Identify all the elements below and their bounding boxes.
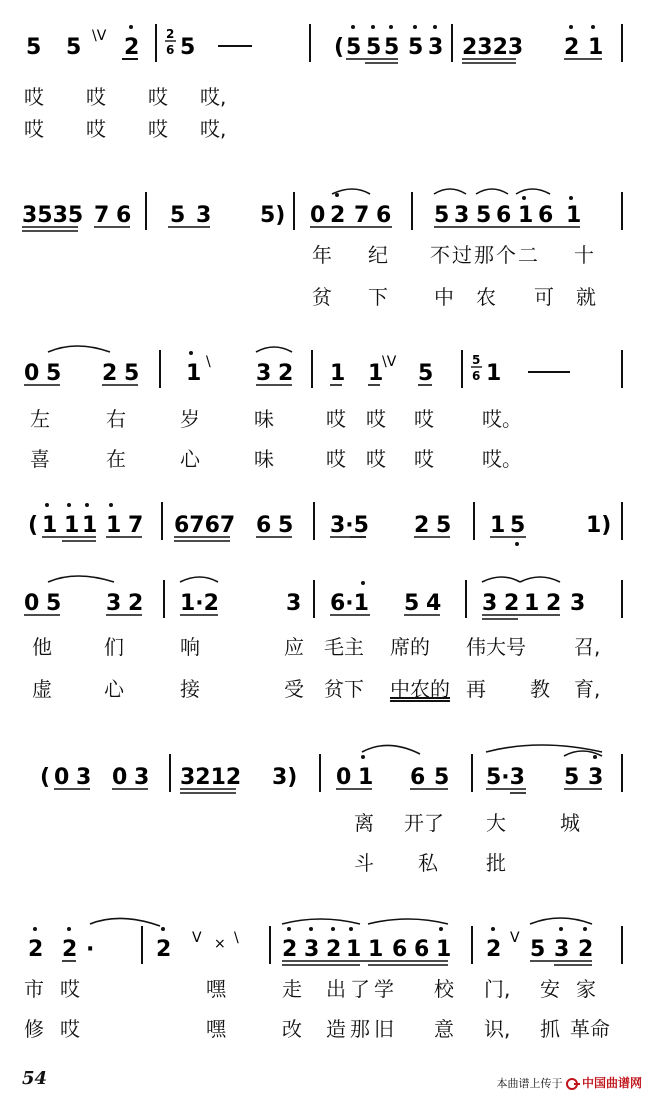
syllable: 就: [576, 285, 596, 309]
svg-text:6: 6: [392, 937, 408, 962]
svg-text:7: 7: [94, 203, 110, 228]
syllable: 十: [574, 243, 594, 267]
syllable: 虚: [32, 677, 52, 701]
notation-row-7: [20, 920, 636, 966]
svg-text:1: 1: [82, 513, 98, 538]
svg-text:1: 1: [588, 35, 604, 60]
measure-3: [334, 25, 443, 63]
lyrics-row-3-verse-2: [20, 442, 636, 476]
syllable: 斗: [354, 851, 374, 875]
syllable: 哎: [148, 117, 168, 141]
syllable: 贫: [312, 285, 332, 309]
svg-text:6: 6: [410, 765, 426, 790]
syllable: 哎: [24, 117, 44, 141]
syllable: 哎: [366, 407, 386, 431]
site-logo-icon: [566, 1078, 580, 1090]
lyrics-row-7-verse-1: [20, 972, 636, 1006]
svg-text:6: 6: [414, 937, 430, 962]
syllable: 可: [534, 285, 554, 309]
syllable: 岁: [180, 407, 200, 431]
svg-text:6·1: 6·1: [330, 591, 369, 616]
syllable: 哎: [60, 1017, 80, 1041]
svg-text:3: 3: [76, 765, 92, 790]
syllable: 哎,: [200, 85, 227, 109]
notation-svg-5: [20, 574, 636, 620]
svg-text:3: 3: [256, 361, 272, 386]
svg-text:2: 2: [546, 591, 562, 616]
svg-text:×: ×: [214, 936, 226, 952]
svg-text:5: 5: [564, 765, 580, 790]
lyrics-row-1-verse-2: [20, 112, 636, 146]
syllable: 哎: [414, 407, 434, 431]
notation-svg-1: [20, 18, 636, 64]
svg-text:5: 5: [46, 361, 62, 386]
syllable: 们: [104, 635, 124, 659]
lyrics-row-2-verse-2: [20, 280, 636, 314]
syllable: 修: [24, 1017, 44, 1041]
svg-text:6: 6: [472, 369, 481, 383]
syllable: 革命: [570, 1017, 610, 1041]
measure-1: [26, 25, 139, 60]
notation-row-6: [20, 748, 636, 794]
syllable: 城: [560, 811, 580, 835]
syllable: 家: [576, 977, 596, 1001]
syllable: 意: [434, 1017, 454, 1041]
svg-text:5: 5: [26, 35, 42, 60]
syllable: 味: [254, 407, 274, 431]
syllable: 不过那个二: [430, 243, 540, 267]
svg-text:2: 2: [62, 937, 78, 962]
upload-credit: [496, 1074, 642, 1091]
svg-text:3: 3: [570, 591, 586, 616]
syllable: 下: [368, 285, 388, 309]
notation-row-3: [20, 344, 636, 390]
syllable: 哎: [86, 85, 106, 109]
syllable: 哎: [60, 977, 80, 1001]
svg-text:1: 1: [368, 937, 384, 962]
svg-text:(: (: [40, 765, 51, 790]
svg-text:2: 2: [102, 361, 118, 386]
notation-row-5: [20, 574, 636, 620]
svg-text:1: 1: [566, 203, 582, 228]
svg-text:0: 0: [112, 765, 128, 790]
svg-text:5: 5: [472, 353, 481, 367]
svg-text:5): 5): [260, 203, 286, 228]
svg-text:1: 1: [490, 513, 506, 538]
svg-text:0: 0: [310, 203, 326, 228]
upload-label: 本曲谱上传于: [496, 1077, 563, 1090]
page-number: 54: [22, 1068, 48, 1089]
svg-text:1·2: 1·2: [180, 591, 219, 616]
syllable: 嘿: [206, 1017, 226, 1041]
svg-text:5: 5: [46, 591, 62, 616]
svg-text:(: (: [28, 513, 39, 538]
syllable: 大: [486, 811, 506, 835]
syllable: 哎: [326, 407, 346, 431]
svg-text:(: (: [334, 35, 345, 60]
svg-text:3: 3: [286, 591, 302, 616]
svg-text:\: \: [206, 354, 211, 370]
svg-text:6: 6: [538, 203, 554, 228]
syllable: 召,: [574, 635, 601, 659]
svg-text:3212: 3212: [180, 765, 242, 790]
syllable: 应: [284, 635, 304, 659]
svg-text:5: 5: [434, 203, 450, 228]
syllable: 心: [180, 447, 200, 471]
syllable: 响: [180, 635, 200, 659]
syllable: 贫下: [324, 677, 364, 701]
svg-text:2: 2: [486, 937, 502, 962]
svg-text:1: 1: [486, 361, 502, 386]
syllable: 哎: [86, 117, 106, 141]
svg-text:1: 1: [436, 937, 452, 962]
svg-text:1: 1: [368, 361, 384, 386]
syllable: 开了: [404, 811, 444, 835]
svg-text:2: 2: [282, 937, 298, 962]
syllable: 再: [466, 677, 486, 701]
syllable: 出了学: [326, 977, 398, 1001]
notation-svg-3: [20, 344, 636, 390]
lyrics-row-3-verse-1: [20, 402, 636, 436]
svg-text:2: 2: [124, 35, 140, 60]
svg-text:3: 3: [134, 765, 150, 790]
svg-text:6: 6: [116, 203, 132, 228]
notation-svg-4: [20, 496, 636, 542]
svg-text:3: 3: [554, 937, 570, 962]
svg-text:5: 5: [346, 35, 362, 60]
svg-text:3·5: 3·5: [330, 513, 369, 538]
svg-text:1: 1: [330, 361, 346, 386]
svg-text:0: 0: [336, 765, 352, 790]
syllable: 他: [32, 635, 52, 659]
lyrics-row-1-verse-1: [20, 80, 636, 114]
syllable: 心: [104, 677, 124, 701]
notation-row-4: [20, 496, 636, 542]
syllable: 纪: [368, 243, 388, 267]
svg-text:3: 3: [588, 765, 604, 790]
syllable: 批: [486, 851, 506, 875]
svg-text:1): 1): [586, 513, 612, 538]
syllable: 哎: [414, 447, 434, 471]
syllable: 离: [354, 811, 374, 835]
svg-text:1: 1: [106, 513, 122, 538]
syllable: 年: [312, 243, 332, 267]
lyrics-row-5-verse-2: [20, 672, 636, 706]
notation-row-2: [20, 186, 636, 232]
syllable: 在: [106, 447, 126, 471]
svg-text:6: 6: [376, 203, 392, 228]
svg-text:6: 6: [496, 203, 512, 228]
syllable: 哎。: [482, 407, 522, 431]
svg-text:5: 5: [366, 35, 382, 60]
svg-text:\V: \V: [92, 28, 107, 44]
svg-text:0: 0: [54, 765, 70, 790]
syllable: 识,: [484, 1017, 511, 1041]
syllable: 右: [106, 407, 126, 431]
syllable: 校: [434, 977, 454, 1001]
svg-text:2: 2: [156, 937, 172, 962]
svg-text:3: 3: [106, 591, 122, 616]
svg-text:1: 1: [524, 591, 540, 616]
syllable: 哎: [326, 447, 346, 471]
svg-text:\V: \V: [382, 354, 397, 370]
svg-text:2: 2: [166, 27, 175, 41]
svg-text:3): 3): [272, 765, 298, 790]
svg-text:1: 1: [64, 513, 80, 538]
svg-text:7: 7: [354, 203, 370, 228]
svg-text:5: 5: [530, 937, 546, 962]
svg-text:3: 3: [196, 203, 212, 228]
syllable: 哎: [366, 447, 386, 471]
syllable: 喜: [30, 447, 50, 471]
syllable: 席的: [390, 635, 430, 659]
svg-text:2: 2: [278, 361, 294, 386]
syllable: 走: [282, 977, 302, 1001]
syllable: 农: [476, 285, 496, 309]
svg-text:1: 1: [358, 765, 374, 790]
svg-text:5: 5: [384, 35, 400, 60]
svg-text:5: 5: [124, 361, 140, 386]
svg-text:5: 5: [278, 513, 294, 538]
syllable: 教: [530, 677, 550, 701]
svg-text:2323: 2323: [462, 35, 524, 60]
syllable: 哎。: [482, 447, 522, 471]
svg-text:5: 5: [436, 513, 452, 538]
syllable: 门,: [484, 977, 511, 1001]
svg-text:3535: 3535: [22, 203, 84, 228]
svg-text:2: 2: [564, 35, 580, 60]
svg-text:7: 7: [128, 513, 144, 538]
syllable: 私: [418, 851, 438, 875]
measure-4: [462, 25, 603, 63]
svg-text:1: 1: [186, 361, 202, 386]
svg-text:3: 3: [454, 203, 470, 228]
syllable: 中农的: [390, 677, 450, 701]
lyrics-row-7-verse-2: [20, 1012, 636, 1046]
syllable: 抓: [540, 1017, 560, 1041]
svg-text:1: 1: [42, 513, 58, 538]
syllable: 改: [282, 1017, 302, 1041]
syllable: 伟大号: [466, 635, 526, 659]
lyrics-row-5-verse-1: [20, 630, 636, 664]
svg-text:6: 6: [256, 513, 272, 538]
svg-text:2: 2: [28, 937, 44, 962]
syllable: 哎: [148, 85, 168, 109]
svg-text:·: ·: [86, 937, 95, 962]
syllable: 接: [180, 677, 200, 701]
syllable: 中: [434, 285, 454, 309]
svg-text:V: V: [510, 930, 520, 946]
syllable: 哎: [24, 85, 44, 109]
svg-text:1: 1: [518, 203, 534, 228]
svg-text:3: 3: [304, 937, 320, 962]
notation-svg-6: [20, 748, 636, 794]
svg-text:2: 2: [504, 591, 520, 616]
measure-2: [165, 27, 252, 60]
svg-text:5: 5: [408, 35, 424, 60]
svg-text:5: 5: [66, 35, 82, 60]
lyrics-row-6-verse-1: [20, 806, 636, 840]
svg-text:4: 4: [426, 591, 442, 616]
svg-text:5: 5: [404, 591, 420, 616]
syllable: 味: [254, 447, 274, 471]
svg-text:3: 3: [482, 591, 498, 616]
svg-text:5: 5: [170, 203, 186, 228]
syllable: 左: [30, 407, 50, 431]
syllable: 育,: [574, 677, 601, 701]
lyrics-row-6-verse-2: [20, 846, 636, 880]
syllable: 造那旧: [326, 1017, 398, 1041]
svg-text:2: 2: [326, 937, 342, 962]
svg-text:\: \: [234, 930, 239, 946]
svg-text:0: 0: [24, 591, 40, 616]
syllable: 受: [284, 677, 304, 701]
site-name[interactable]: 中国曲谱网: [581, 1076, 642, 1090]
svg-text:2: 2: [414, 513, 430, 538]
svg-text:3: 3: [428, 35, 444, 60]
syllable: 安: [540, 977, 560, 1001]
lyrics-row-2-verse-1: [20, 238, 636, 272]
svg-text:2: 2: [578, 937, 594, 962]
svg-text:5: 5: [434, 765, 450, 790]
notation-row-1: [20, 18, 636, 64]
svg-text:5·3: 5·3: [486, 765, 525, 790]
svg-text:2: 2: [330, 203, 346, 228]
svg-text:0: 0: [24, 361, 40, 386]
svg-text:6767: 6767: [174, 513, 236, 538]
svg-text:5: 5: [476, 203, 492, 228]
syllable: 市: [24, 977, 44, 1001]
syllable: 哎,: [200, 117, 227, 141]
svg-text:1: 1: [346, 937, 362, 962]
svg-text:2: 2: [128, 591, 144, 616]
svg-text:6: 6: [166, 43, 175, 57]
syllable: 嘿: [206, 977, 226, 1001]
syllable: 毛主: [324, 635, 364, 659]
notation-svg-7: [20, 920, 636, 966]
svg-text:5: 5: [510, 513, 526, 538]
notation-svg-2: [20, 186, 636, 232]
svg-text:5: 5: [418, 361, 434, 386]
svg-text:5: 5: [180, 35, 196, 60]
svg-text:V: V: [192, 930, 202, 946]
